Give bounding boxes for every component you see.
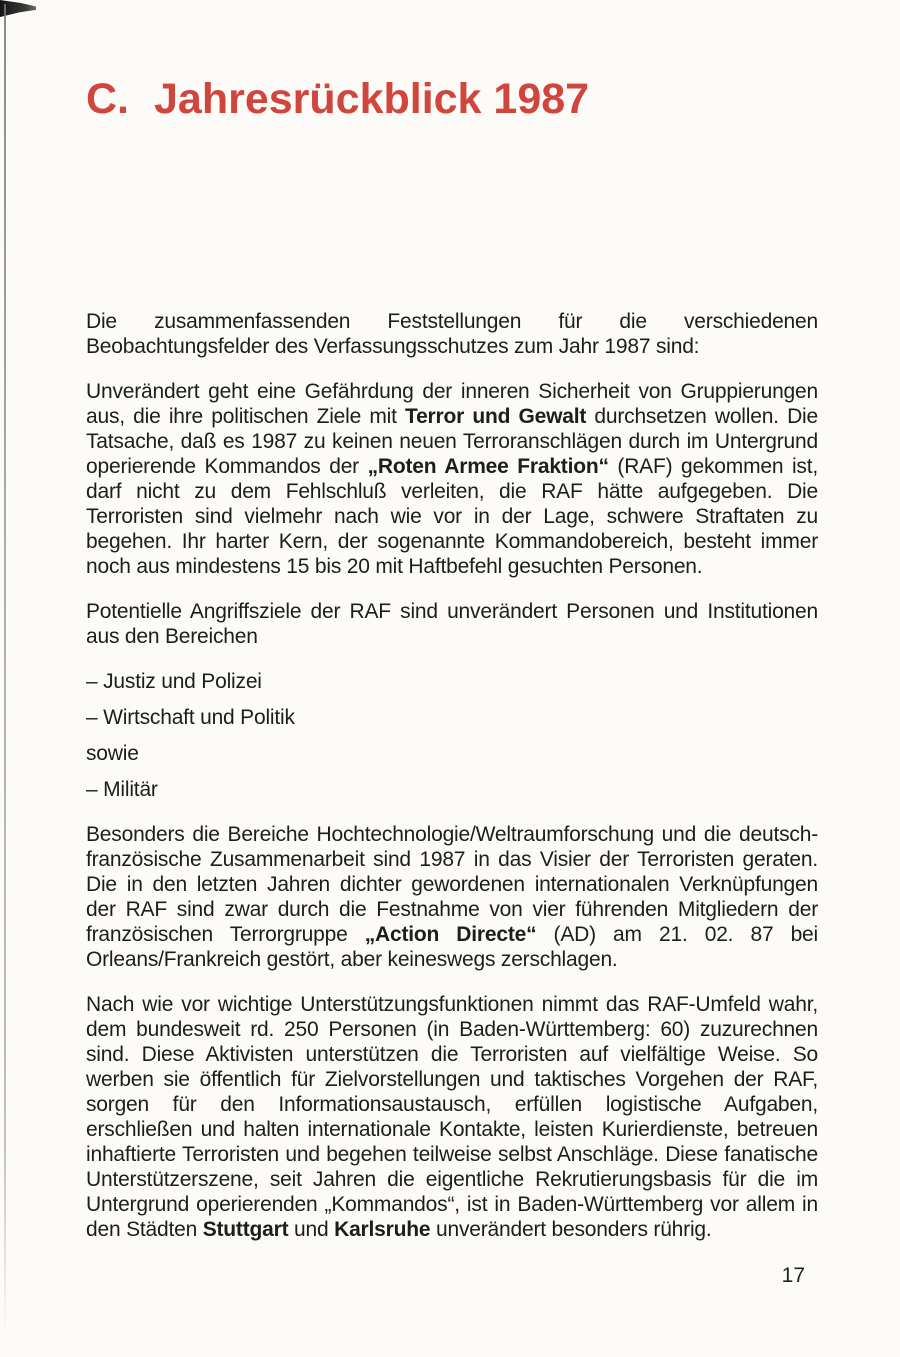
list-item — [86, 777, 818, 802]
list-item — [86, 705, 818, 730]
text-segment: Nach wie vor wichtige Unterstützungsfunktionen nimmt das RAF-Umfeld wahr, dem bundesweit rd. 250 Personen (in Baden-Württemberg: 60) zuzurechnen sind. Diese Aktivisten unterstützen die Terroristen auf vielfältige Weise. So werben sie öffentlich für Zielvorstellungen und taktisches Vorgehen der RAF, sorgen für den Informationsaustausch, erfüllen logistische Aufgaben, erschließen und halten internationale Kontakte, leisten Kurierdienste, betreuen inhaftierte Terroristen und begehen teilweise selbst Anschläge. Diese fanatische Unterstützerszene, seit Jahren die eigentliche Rekrutierungsbasis für die im Untergrund operierenden „Kommandos“, ist in Baden-Württemberg vor allem in den Städten — [86, 993, 818, 1242]
text-segment: Die zusammenfassenden Feststellungen für die verschiedenen Beobachtungsfelder des Verfassungsschutzes zum Jahr 1987 sind: — [86, 310, 818, 359]
text-segment: – Militär — [86, 778, 158, 802]
bold-text: „Action Directe“ — [364, 923, 537, 947]
title-text: Jahresrückblick 1987 — [154, 75, 590, 123]
text-segment: und — [288, 1218, 335, 1242]
page-number: 17 — [781, 1264, 805, 1287]
text-line — [86, 741, 818, 766]
paragraph — [86, 822, 818, 972]
bold-text: Stuttgart — [202, 1218, 289, 1242]
text-segment: (AD) am 21. 02. 87 bei Orleans/Frankreich gestört, aber keineswegs zerschlagen. — [86, 923, 818, 972]
text-segment: – Wirtschaft und Politik — [86, 706, 295, 730]
text-segment: Besonders die Bereiche Hochtechnologie/Weltraumforschung und die deutsch-französische Zusammenarbeit sind 1987 in das Visier der Terroristen geraten. Die in den letzten Jahren dichter gewordenen internationalen Verknüpfungen der RAF sind zwar durch die Festnahme von vier führenden Mitgliedern der französischen Terrorgruppe — [86, 823, 818, 947]
page-content — [86, 0, 818, 1262]
body-text — [86, 309, 818, 1242]
bold-text: Terror und Gewalt — [405, 405, 587, 429]
list-item — [86, 669, 818, 694]
text-segment: (RAF) gekommen ist, darf nicht zu dem Fehlschluß verleiten, die RAF hätte aufgegeben. Die Terroristen sind vielmehr nach wie vor in der Lage, schwere Straftaten zu begehen. Ihr harter Kern, der sogenannte Kommandobereich, besteht immer noch aus mindestens 15 bis 20 mit Haftbefehl gesuchten Personen. — [86, 455, 818, 579]
page-title — [86, 0, 818, 123]
section-letter: C. — [86, 75, 129, 123]
text-segment: Unverändert geht eine Gefährdung der inneren Sicherheit von Gruppierungen aus, die ihre politischen Ziele mit — [86, 380, 818, 429]
paragraph — [86, 309, 818, 359]
text-segment: Potentielle Angriffsziele der RAF sind unverändert Personen und Institutionen aus den Bereichen — [86, 600, 818, 649]
bold-text: „Roten Armee Fraktion“ — [367, 455, 609, 479]
text-segment: – Justiz und Polizei — [86, 670, 262, 694]
paragraph — [86, 599, 818, 649]
text-segment: unverändert besonders rührig. — [430, 1218, 712, 1242]
text-segment: durchsetzen wollen. Die Tatsache, daß es 1987 zu keinen neuen Terroranschlägen durch im Untergrund operierende Kommandos der — [86, 405, 818, 479]
paragraph — [86, 992, 818, 1242]
bold-text: Karlsruhe — [334, 1218, 431, 1242]
paragraph — [86, 379, 818, 579]
text-segment: sowie — [86, 742, 139, 766]
scan-page-edge-line — [4, 4, 6, 1340]
